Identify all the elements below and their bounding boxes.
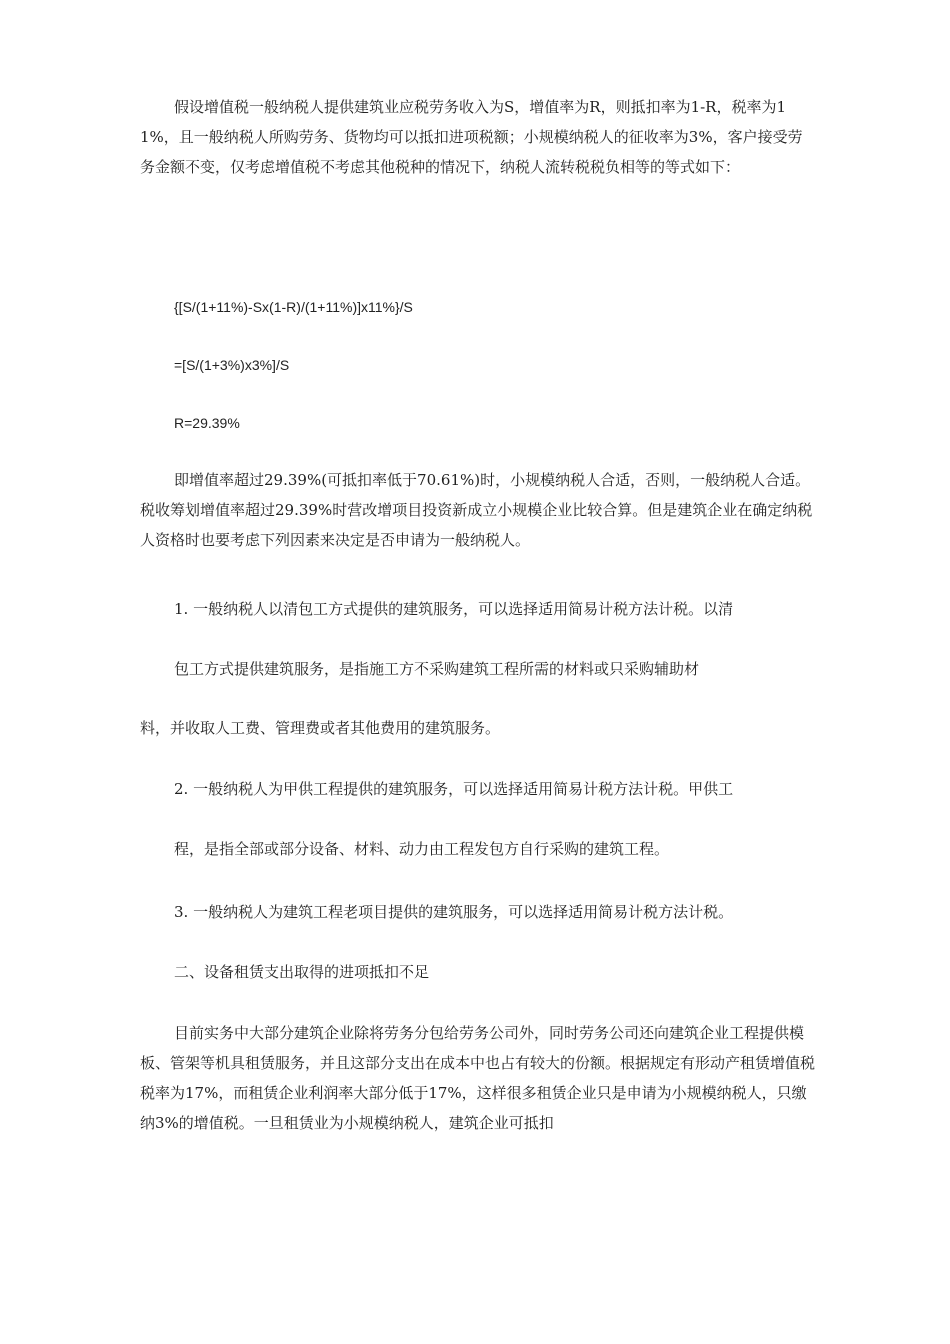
list-item-1-line-3: 料，并收取人工费、管理费或者其他费用的建筑服务。 (140, 719, 501, 737)
paragraph-assumption: 假设增值税一般纳税人提供建筑业应税劳务收入为S，增值率为R，则抵扣率为1-R，税率为11%，且一般纳税人所购劳务、货物均可以抵扣进项税额；小规模纳税人的征收率为3%，客户接受劳务金额不变，仅考虑增值税不考虑其他税种的情况下，纳税人流转税税负相等的等式如下： (140, 98, 803, 176)
list-item-1-line-1: 1. 一般纳税人以清包工方式提供的建筑服务，可以选择适用简易计税方法计税。以清 (174, 600, 734, 618)
list-item-2-line-2: 程，是指全部或部分设备、材料、动力由工程发包方自行采购的建筑工程。 (174, 840, 670, 858)
list-item-1-line-2: 包工方式提供建筑服务，是指施工方不采购建筑工程所需的材料或只采购辅助材 (174, 660, 700, 678)
equation-line-2: =[S/(1+3%)x3%]/S (174, 357, 290, 373)
paragraph-conclusion: 即增值率超过29.39%(可抵扣率低于70.61%)时，小规模纳税人合适，否则，一般纳税人合适。税收筹划增值率超过29.39%时营改增项目投资新成立小规模企业比较合算。但是建筑企业在确定纳税人资格时也要考虑下列因素来决定是否申请为一般纳税人。 (140, 471, 813, 549)
list-item-3-line-1: 3. 一般纳税人为建筑工程老项目提供的建筑服务，可以选择适用简易计税方法计税。 (174, 903, 734, 921)
section-heading-2: 二、设备租赁支出取得的进项抵扣不足 (174, 963, 430, 981)
list-item-2-line-1: 2. 一般纳税人为甲供工程提供的建筑服务，可以选择适用简易计税方法计税。甲供工 (174, 780, 734, 798)
paragraph-equipment-leasing: 目前实务中大部分建筑企业除将劳务分包给劳务公司外，同时劳务公司还向建筑企业工程提供模板、管架等机具租赁服务，并且这部分支出在成本中也占有较大的份额。根据规定有形动产租赁增值税税率为17%，而租赁企业利润率大部分低于17%，这样很多租赁企业只是申请为小规模纳税人，只缴纳3%的增值税。一旦租赁业为小规模纳税人，建筑企业可抵扣 (140, 1024, 816, 1132)
equation-line-1: {[S/(1+11%)-Sx(1-R)/(1+11%)]x11%}/S (174, 299, 413, 315)
equation-result: R=29.39% (174, 415, 240, 431)
